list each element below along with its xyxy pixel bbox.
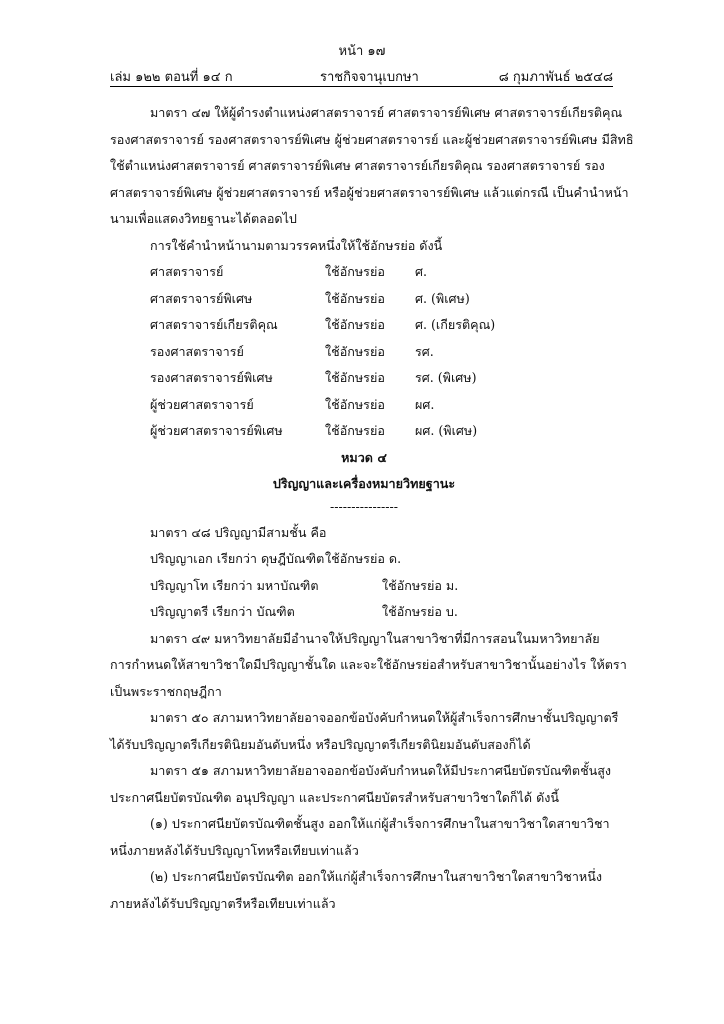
abbreviation-value: ศ. bbox=[415, 264, 427, 279]
header-divider bbox=[110, 86, 613, 87]
section-49-line-2: การกำหนดให้สาขาวิชาใดมีปริญญาชั้นใด และจะใช้อักษรย่อสำหรับสาขาวิชานั้นอย่างไร ให้ตรา bbox=[110, 657, 627, 672]
abbreviation-row bbox=[150, 365, 618, 392]
abbreviation-label: ใช้อักษรย่อ bbox=[325, 396, 385, 412]
degree-abbreviation: ใช้อักษรย่อ บ. bbox=[382, 604, 458, 619]
academic-title: ศาสตราจารย์ bbox=[150, 264, 224, 279]
chapter-separator: ---------------- bbox=[329, 498, 399, 514]
section-51-line-2: ประกาศนียบัตรบัณฑิต อนุปริญญา และประกาศนียบัตรสำหรับสาขาวิชาใดก็ได้ ดังนี้ bbox=[110, 789, 560, 805]
section-47-line-1: มาตรา ๔๗ ให้ผู้ดำรงตำแหน่งศาสตราจารย์ ศาสตราจารย์พิเศษ ศาสตราจารย์เกียรติคุณ bbox=[150, 105, 623, 120]
abbreviation-table bbox=[110, 259, 618, 445]
academic-title: ผู้ช่วยศาสตราจารย์พิเศษ bbox=[150, 423, 283, 438]
degree-abbreviation: ใช้อักษรย่อ ม. bbox=[382, 577, 459, 593]
abbreviation-label: ใช้อักษรย่อ bbox=[325, 290, 385, 306]
section-51-item-1-line-1: (๑) ประกาศนียบัตรบัณฑิตชั้นสูง ออกให้แก่ผู้สำเร็จการศึกษาในสาขาวิชาใดสาขาวิชา bbox=[150, 816, 610, 831]
section-51-item-2-line-2: ภายหลังได้รับปริญญาตรีหรือเทียบเท่าแล้ว bbox=[110, 895, 336, 911]
degree-row bbox=[150, 599, 618, 626]
academic-title: รองศาสตราจารย์ bbox=[150, 343, 244, 359]
section-49-line-1: มาตรา ๔๙ มหาวิทยาลัยมีอำนาจให้ปริญญาในสาขาวิชาที่มีการสอนในมหาวิทยาลัย bbox=[150, 630, 600, 646]
abbreviation-label: ใช้อักษรย่อ bbox=[325, 343, 385, 359]
section-51-item-2-line-1: (๒) ประกาศนียบัตรบัณฑิต ออกให้แก่ผู้สำเร็จการศึกษาในสาขาวิชาใดสาขาวิชาหนึ่ง bbox=[150, 869, 602, 884]
degree-abbreviation: ใช้อักษรย่อ ด. bbox=[325, 551, 402, 566]
abbreviation-label: ใช้อักษรย่อ bbox=[325, 264, 385, 279]
abbreviation-label: ใช้อักษรย่อ bbox=[325, 370, 385, 385]
section-47-line-5: นามเพื่อแสดงวิทยฐานะได้ตลอดไป bbox=[110, 211, 297, 226]
section-49-line-3: เป็นพระราชกฤษฎีกา bbox=[110, 683, 222, 699]
abbreviation-row bbox=[150, 418, 618, 445]
abbreviation-row bbox=[150, 286, 618, 313]
page-number: หน้า ๑๗ bbox=[338, 44, 386, 59]
degree-name: ปริญญาเอก เรียกว่า ดุษฎีบัณฑิต bbox=[150, 551, 325, 566]
academic-title: ศาสตราจารย์พิเศษ bbox=[150, 290, 253, 306]
section-47-line-4: ศาสตราจารย์พิเศษ ผู้ช่วยศาสตราจารย์ หรือผู้ช่วยศาสตราจารย์พิเศษ แล้วแต่กรณี เป็นคำนำหน้า bbox=[110, 184, 629, 200]
section-47-line-2: รองศาสตราจารย์ รองศาสตราจารย์พิเศษ ผู้ช่วยศาสตราจารย์ และผู้ช่วยศาสตราจารย์พิเศษ มีสิทธิ bbox=[110, 131, 634, 147]
abbreviation-row bbox=[150, 259, 618, 286]
abbreviation-value: ผศ. bbox=[415, 396, 435, 412]
academic-title: ผู้ช่วยศาสตราจารย์ bbox=[150, 396, 254, 412]
section-48-intro: มาตรา ๔๘ ปริญญามีสามชั้น คือ bbox=[150, 524, 327, 540]
abbreviation-label: ใช้อักษรย่อ bbox=[325, 317, 385, 332]
abbreviation-value: รศ. (พิเศษ) bbox=[415, 370, 477, 385]
abbreviation-value: รศ. bbox=[415, 343, 434, 359]
abbreviation-row bbox=[150, 339, 618, 366]
academic-title: รองศาสตราจารย์พิเศษ bbox=[150, 370, 273, 385]
section-50-line-1: มาตรา ๕๐ สภามหาวิทยาลัยอาจออกข้อบังคับกำหนดให้ผู้สำเร็จการศึกษาชั้นปริญญาตรี bbox=[150, 710, 619, 725]
chapter-number: หมวด ๔ bbox=[341, 449, 387, 465]
abbreviation-value: ศ. (เกียรติคุณ) bbox=[415, 317, 496, 332]
chapter-title: ปริญญาและเครื่องหมายวิทยฐานะ bbox=[272, 476, 456, 491]
abbreviation-value: ผศ. (พิเศษ) bbox=[415, 423, 478, 438]
degree-row bbox=[150, 573, 618, 600]
section-51-item-1-line-2: หนึ่งภายหลังได้รับปริญญาโทหรือเทียบเท่าแล้ว bbox=[110, 842, 359, 858]
abbreviation-value: ศ. (พิเศษ) bbox=[415, 290, 470, 306]
abbreviation-row bbox=[150, 312, 618, 339]
degree-row bbox=[150, 546, 618, 573]
abbreviation-row bbox=[150, 392, 618, 419]
publication-date: ๘ กุมภาพันธ์ ๒๕๔๘ bbox=[498, 70, 613, 85]
degree-name: ปริญญาตรี เรียกว่า บัณฑิต bbox=[150, 604, 295, 619]
abbreviation-intro: การใช้คำนำหน้านามตามวรรคหนึ่งให้ใช้อักษรย่อ ดังนี้ bbox=[150, 237, 443, 253]
gazette-name: ราชกิจจานุเบกษา bbox=[320, 70, 419, 85]
section-51-line-1: มาตรา ๕๑ สภามหาวิทยาลัยอาจออกข้อบังคับกำหนดให้มีประกาศนียบัตรบัณฑิตชั้นสูง bbox=[150, 763, 612, 778]
volume-issue: เล่ม ๑๒๒ ตอนที่ ๑๔ ก bbox=[110, 70, 233, 85]
abbreviation-label: ใช้อักษรย่อ bbox=[325, 423, 385, 438]
academic-title: ศาสตราจารย์เกียรติคุณ bbox=[150, 317, 278, 332]
section-47-line-3: ใช้ตำแหน่งศาสตราจารย์ ศาสตราจารย์พิเศษ ศาสตราจารย์เกียรติคุณ รองศาสตราจารย์ รอง bbox=[110, 158, 605, 173]
document-body bbox=[110, 100, 634, 917]
degree-name: ปริญญาโท เรียกว่า มหาบัณฑิต bbox=[150, 577, 319, 593]
section-50-line-2: ได้รับปริญญาตรีเกียรตินิยมอันดับหนึ่ง หรือปริญญาตรีเกียรตินิยมอันดับสองก็ได้ bbox=[110, 736, 531, 752]
